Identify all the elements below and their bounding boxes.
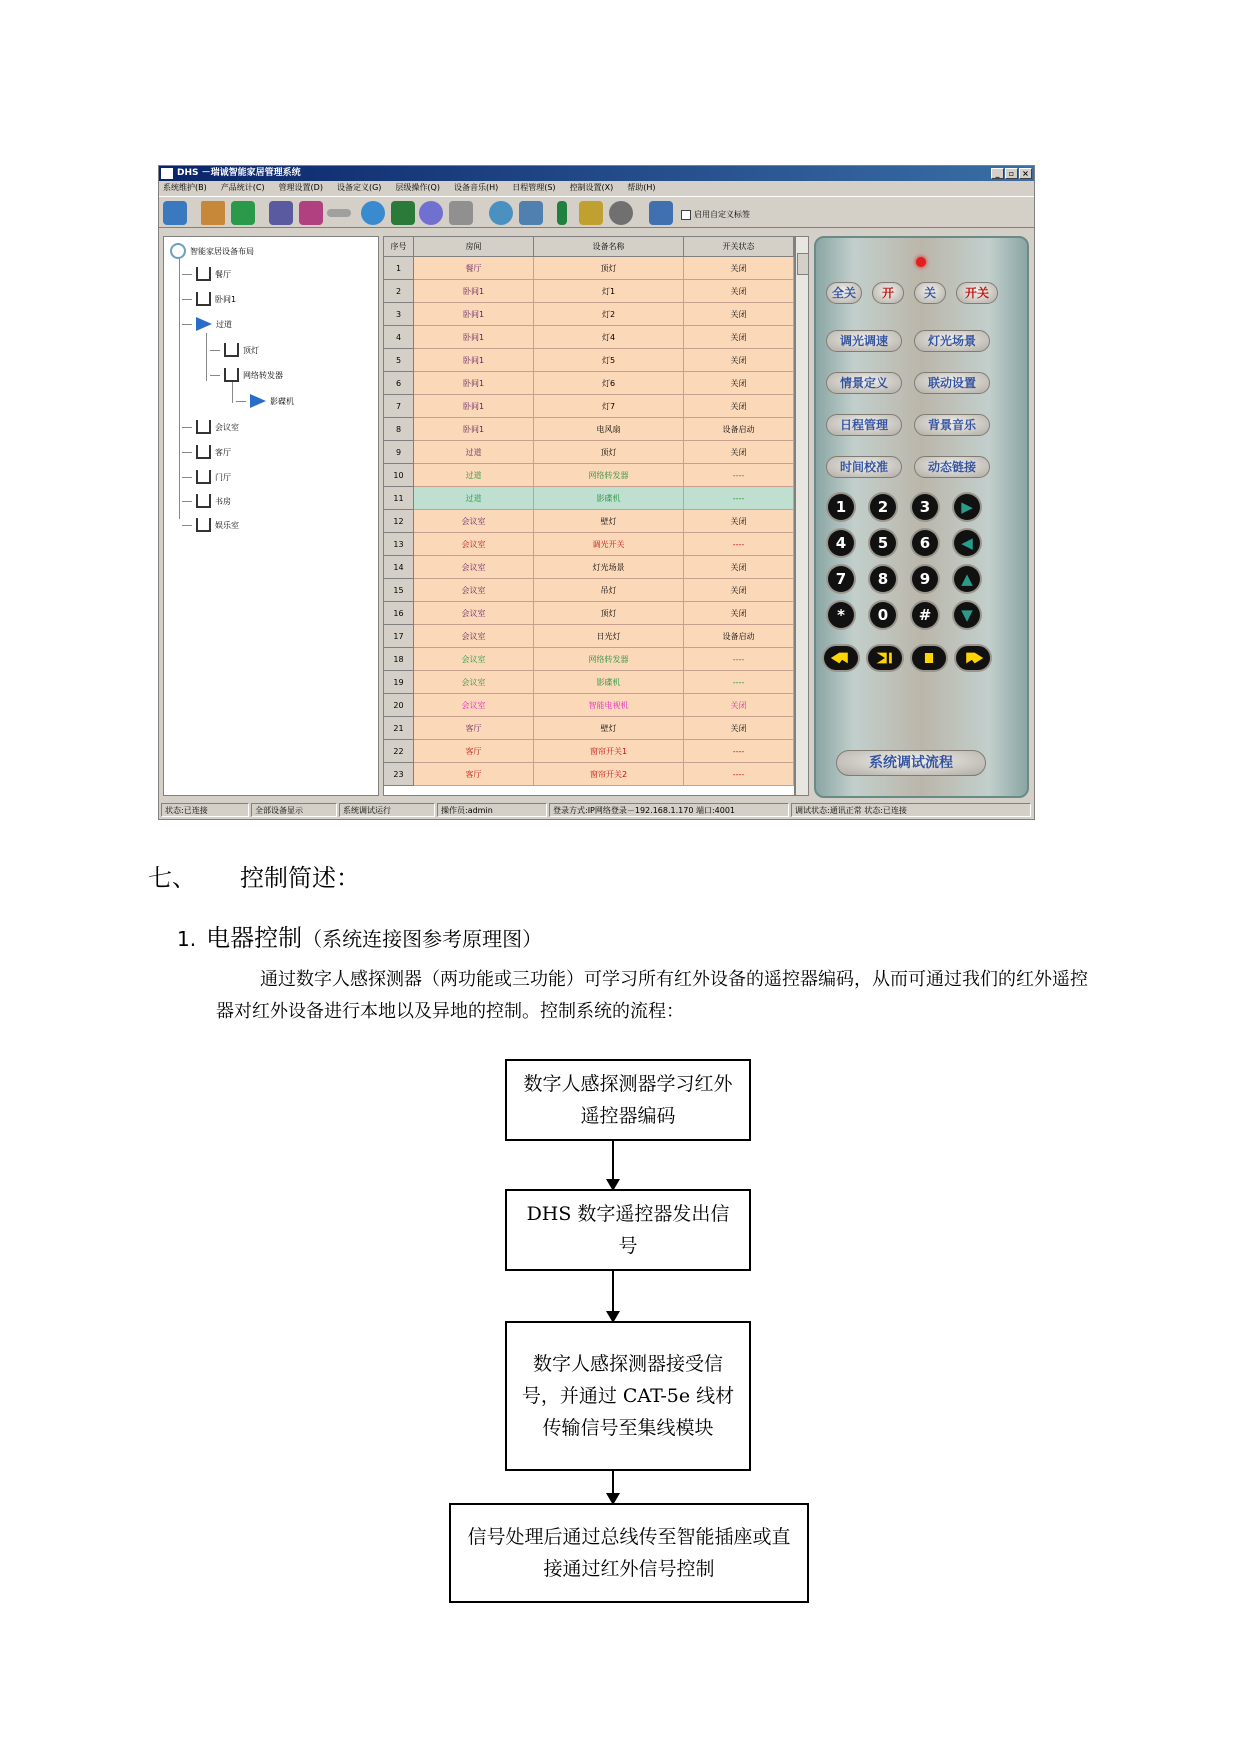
key-7-button[interactable]: 7 <box>828 566 854 592</box>
table-cell: 关闭 <box>684 556 794 579</box>
table-cell: 关闭 <box>684 349 794 372</box>
remote-panel <box>814 236 1029 798</box>
table-cell: 4 <box>384 326 414 349</box>
table-cell: 会议室 <box>414 694 534 717</box>
table-cell: 灯光场景 <box>534 556 684 579</box>
table-cell: 会议室 <box>414 602 534 625</box>
column-header[interactable]: 设备名称 <box>534 237 684 257</box>
table-row[interactable] <box>384 372 794 395</box>
stop-icon[interactable] <box>912 646 946 670</box>
house-icon <box>196 445 211 459</box>
body-paragraph: 通过数字人感探测器（两功能或三功能）可学习所有红外设备的遥控器编码，从而可通过我们的红外遥控器对红外设备进行本地以及异地的控制。控制系统的流程： <box>216 969 1088 1022</box>
right-arrow-button[interactable]: ▶ <box>954 494 980 520</box>
table-row[interactable] <box>384 257 794 280</box>
house-icon <box>196 494 211 508</box>
table-cell: 壁灯 <box>534 717 684 740</box>
table-cell: 灯7 <box>534 395 684 418</box>
table-cell: 关闭 <box>684 441 794 464</box>
checkbox-label: 启用自定义标签 <box>694 210 750 219</box>
table-cell: 卧间1 <box>414 326 534 349</box>
devices-icon[interactable] <box>519 201 543 225</box>
table-cell: 网络转发器 <box>534 464 684 487</box>
key-8-button[interactable]: 8 <box>870 566 896 592</box>
table-cell: 影碟机 <box>534 671 684 694</box>
down-arrow-button[interactable]: ▼ <box>954 602 980 628</box>
table-cell: 14 <box>384 556 414 579</box>
table-cell: 窗帘开关2 <box>534 763 684 786</box>
table-cell: ---- <box>684 464 794 487</box>
window-title: DHS －瑞诚智能家居管理系统 <box>177 168 301 178</box>
table-cell: 1 <box>384 257 414 280</box>
table-cell: 8 <box>384 418 414 441</box>
tools-icon[interactable] <box>579 201 603 225</box>
table-cell: 客厅 <box>414 763 534 786</box>
menu-item[interactable]: 产品统计(C) <box>220 183 265 192</box>
table-row[interactable] <box>384 625 794 648</box>
house-icon <box>196 470 211 484</box>
toolbar <box>159 196 1034 228</box>
table-cell: ---- <box>684 487 794 510</box>
table-cell: 设备启动 <box>684 418 794 441</box>
flow-arrow <box>612 1471 614 1503</box>
scene-define-button[interactable]: 情景定义 <box>826 372 902 394</box>
menu-item[interactable]: 控制设置(X) <box>569 183 614 192</box>
flow-step-3: 数字人感探测器接受信号，并通过 CAT-5e 线材传输信号至集线模块 <box>505 1321 751 1471</box>
menu-item[interactable]: 设备定义(G) <box>336 183 382 192</box>
tree-item[interactable]: 过道 <box>182 317 232 331</box>
house-icon <box>224 343 239 357</box>
table-row[interactable] <box>384 579 794 602</box>
tree-item[interactable]: 会议室 <box>182 420 239 434</box>
table-cell: 灯5 <box>534 349 684 372</box>
table-cell: 关闭 <box>684 579 794 602</box>
table-row[interactable] <box>384 349 794 372</box>
save-icon[interactable] <box>449 201 473 225</box>
house-icon <box>196 420 211 434</box>
key-0-button[interactable]: 0 <box>870 602 896 628</box>
table-cell: ---- <box>684 763 794 786</box>
house-icon <box>196 292 211 306</box>
tree-item[interactable]: 门厅 <box>182 470 231 484</box>
table-cell: ---- <box>684 533 794 556</box>
menu-item[interactable]: 层级操作(Q) <box>395 183 440 192</box>
table-cell: 吊灯 <box>534 579 684 602</box>
table-cell: 顶灯 <box>534 602 684 625</box>
speaker-icon[interactable] <box>609 201 633 225</box>
table-cell: 关闭 <box>684 510 794 533</box>
table-cell: 客厅 <box>414 717 534 740</box>
table-cell: 过道 <box>414 487 534 510</box>
table-cell: 关闭 <box>684 717 794 740</box>
maximize-button[interactable]: ▫ <box>1005 168 1018 179</box>
app-screenshot <box>158 165 1035 820</box>
flow-arrow <box>612 1141 614 1189</box>
house-icon <box>224 368 239 382</box>
scroll-thumb[interactable] <box>797 253 809 275</box>
menu-item[interactable]: 日程管理(S) <box>512 183 556 192</box>
table-row[interactable] <box>384 326 794 349</box>
dynamic-link-button[interactable]: 动态链接 <box>914 456 990 478</box>
house-icon <box>196 267 211 281</box>
dimming-button[interactable]: 调光调速 <box>826 330 902 352</box>
help-icon[interactable] <box>649 201 673 225</box>
status-display: 全部设备显示 <box>251 803 337 817</box>
table-row[interactable] <box>384 717 794 740</box>
all-off-button[interactable]: 全关 <box>826 282 862 304</box>
menu-item[interactable]: 帮助(H) <box>627 183 656 192</box>
tree-item[interactable]: 书房 <box>182 494 231 508</box>
table-row[interactable] <box>384 395 794 418</box>
toggle-button[interactable]: 开关 <box>956 282 998 304</box>
key-icon[interactable] <box>163 201 187 225</box>
tree-item[interactable]: 餐厅 <box>182 267 231 281</box>
table-cell: 会议室 <box>414 671 534 694</box>
remote-icon[interactable] <box>557 201 567 225</box>
table-cell: 关闭 <box>684 326 794 349</box>
grid-scrollbar[interactable] <box>795 236 809 796</box>
up-arrow-button[interactable]: ▲ <box>954 566 980 592</box>
table-cell: 餐厅 <box>414 257 534 280</box>
table-cell: 灯1 <box>534 280 684 303</box>
table-row[interactable] <box>384 487 794 510</box>
table-cell: 21 <box>384 717 414 740</box>
status-debug: 调试状态:通讯正常 状态:已连接 <box>791 803 1031 817</box>
table-cell: 16 <box>384 602 414 625</box>
status-login: 登录方式:IP网络登录－192.168.1.170 端口:4001 <box>549 803 789 817</box>
table-cell: 卧间1 <box>414 349 534 372</box>
tree-icon[interactable] <box>231 201 255 225</box>
table-row[interactable] <box>384 648 794 671</box>
table-cell: ---- <box>684 648 794 671</box>
table-cell: 关闭 <box>684 602 794 625</box>
table-cell: 15 <box>384 579 414 602</box>
time-sync-button[interactable]: 时间校准 <box>826 456 902 478</box>
menu-item[interactable]: 系统维护(B) <box>163 183 207 192</box>
table-cell: 顶灯 <box>534 441 684 464</box>
custom-label-checkbox[interactable] <box>681 209 750 220</box>
key-2-button[interactable]: 2 <box>870 494 896 520</box>
table-cell: 客厅 <box>414 740 534 763</box>
table-cell: 2 <box>384 280 414 303</box>
table-row[interactable] <box>384 510 794 533</box>
table-row[interactable] <box>384 671 794 694</box>
menu-bar <box>159 181 1034 195</box>
linkage-setup-button[interactable]: 联动设置 <box>914 372 990 394</box>
menu-item[interactable]: 管理设置(D) <box>278 183 323 192</box>
table-cell: 19 <box>384 671 414 694</box>
table-row[interactable] <box>384 464 794 487</box>
table-cell: 智能电视机 <box>534 694 684 717</box>
column-header[interactable]: 序号 <box>384 237 414 257</box>
table-row[interactable] <box>384 441 794 464</box>
table-cell: 会议室 <box>414 510 534 533</box>
table-cell: 灯6 <box>534 372 684 395</box>
table-cell: 7 <box>384 395 414 418</box>
table-cell: 灯4 <box>534 326 684 349</box>
table-cell: 关闭 <box>684 280 794 303</box>
table-cell: 18 <box>384 648 414 671</box>
table-cell: 17 <box>384 625 414 648</box>
system-debug-flow-button[interactable]: 系统调试流程 <box>836 750 986 776</box>
left-arrow-button[interactable]: ◀ <box>954 530 980 556</box>
key-1-button[interactable]: 1 <box>828 494 854 520</box>
key-5-button[interactable]: 5 <box>870 530 896 556</box>
table-cell: ---- <box>684 740 794 763</box>
grid-icon[interactable] <box>269 201 293 225</box>
table-cell: 日光灯 <box>534 625 684 648</box>
tree-item[interactable]: 网络转发器 <box>210 368 283 382</box>
table-cell: 过道 <box>414 464 534 487</box>
table-cell: 关闭 <box>684 372 794 395</box>
table-cell: 关闭 <box>684 303 794 326</box>
table-cell: 11 <box>384 487 414 510</box>
table-row[interactable] <box>384 533 794 556</box>
home-icon[interactable] <box>201 201 225 225</box>
table-cell: 卧间1 <box>414 280 534 303</box>
table-cell: 23 <box>384 763 414 786</box>
tree-item[interactable]: 娱乐室 <box>182 518 239 532</box>
subsection-note: （系统连接图参考原理图） <box>302 927 543 951</box>
tree-item[interactable]: 卧间1 <box>182 292 236 306</box>
app-logo-icon <box>161 168 173 179</box>
table-row[interactable] <box>384 602 794 625</box>
arrow-icon <box>250 394 266 408</box>
table-row[interactable] <box>384 763 794 786</box>
table-cell: 过道 <box>414 441 534 464</box>
tree-root[interactable]: 智能家居设备布局 <box>170 243 254 259</box>
menu-item[interactable]: 设备音乐(H) <box>453 183 499 192</box>
table-cell: 5 <box>384 349 414 372</box>
gear-icon[interactable] <box>361 201 385 225</box>
table-cell: 12 <box>384 510 414 533</box>
table-row[interactable] <box>384 740 794 763</box>
table-cell: 卧间1 <box>414 418 534 441</box>
tree-item[interactable]: 影碟机 <box>236 394 294 408</box>
table-cell: 壁灯 <box>534 510 684 533</box>
play-pause-icon[interactable] <box>868 646 902 670</box>
table-cell: 会议室 <box>414 556 534 579</box>
subsection-heading <box>177 918 542 953</box>
key-3-button[interactable]: 3 <box>912 494 938 520</box>
column-header[interactable]: 房间 <box>414 237 534 257</box>
table-cell: 3 <box>384 303 414 326</box>
table-cell: 22 <box>384 740 414 763</box>
flow-arrow <box>612 1271 614 1321</box>
table-cell: 影碟机 <box>534 487 684 510</box>
bg-music-button[interactable]: 背景音乐 <box>914 414 990 436</box>
flow-step-1: 数字人感探测器学习红外遥控器编码 <box>505 1059 751 1141</box>
status-connection: 状态:已连接 <box>161 803 249 817</box>
next-icon[interactable] <box>956 646 990 670</box>
table-cell: 会议室 <box>414 625 534 648</box>
checkbox-box[interactable] <box>681 210 691 220</box>
section-heading <box>148 858 360 893</box>
table-row[interactable] <box>384 303 794 326</box>
plug-icon[interactable] <box>391 201 415 225</box>
table-cell: 9 <box>384 441 414 464</box>
flow-step-4: 信号处理后通过总线传至智能插座或直接通过红外信号控制 <box>449 1503 809 1603</box>
table-cell: 20 <box>384 694 414 717</box>
lighting-scene-button[interactable]: 灯光场景 <box>914 330 990 352</box>
led-indicator <box>916 257 926 267</box>
table-cell: 卧间1 <box>414 303 534 326</box>
table-cell: 调光开关 <box>534 533 684 556</box>
table-cell: 设备启动 <box>684 625 794 648</box>
device-tree <box>163 236 379 796</box>
key-6-button[interactable]: 6 <box>912 530 938 556</box>
section-title: 控制简述： <box>240 864 360 892</box>
flow-step-2: DHS 数字遥控器发出信号 <box>505 1189 751 1271</box>
tree-item[interactable]: 客厅 <box>182 445 231 459</box>
table-cell: 10 <box>384 464 414 487</box>
disc-icon[interactable] <box>419 201 443 225</box>
table-row[interactable] <box>384 418 794 441</box>
table-row[interactable] <box>384 280 794 303</box>
key-star-button[interactable]: * <box>828 602 854 628</box>
minimize-button[interactable]: _ <box>991 168 1004 179</box>
tree-item[interactable]: 顶灯 <box>210 343 259 357</box>
schedule-button[interactable]: 日程管理 <box>826 414 902 436</box>
arrow-icon <box>196 317 212 331</box>
subsection-number: 1. <box>177 927 197 951</box>
close-button[interactable]: × <box>1019 168 1032 179</box>
window-titlebar <box>159 166 1034 181</box>
table-cell: 13 <box>384 533 414 556</box>
grid-header <box>384 237 794 257</box>
table-cell: 6 <box>384 372 414 395</box>
network-icon[interactable] <box>489 201 513 225</box>
column-header[interactable]: 开关状态 <box>684 237 794 257</box>
status-operator: 操作员:admin <box>437 803 547 817</box>
table-cell: 顶灯 <box>534 257 684 280</box>
house-icon <box>196 518 211 532</box>
status-bar <box>159 802 1034 818</box>
table-cell: 关闭 <box>684 395 794 418</box>
table-cell: 会议室 <box>414 533 534 556</box>
table-cell: 会议室 <box>414 648 534 671</box>
table-cell: 窗帘开关1 <box>534 740 684 763</box>
star-icon[interactable] <box>299 201 323 225</box>
section-number: 七、 <box>148 864 196 892</box>
line-icon[interactable] <box>327 209 351 217</box>
on-button[interactable]: 开 <box>872 282 904 304</box>
table-cell: 卧间1 <box>414 372 534 395</box>
device-grid <box>383 236 795 796</box>
table-cell: 卧间1 <box>414 395 534 418</box>
table-row[interactable] <box>384 556 794 579</box>
key-4-button[interactable]: 4 <box>828 530 854 556</box>
root-icon <box>170 243 186 259</box>
previous-icon[interactable] <box>824 646 858 670</box>
table-row[interactable] <box>384 694 794 717</box>
table-cell: 关闭 <box>684 257 794 280</box>
table-cell: 关闭 <box>684 694 794 717</box>
subsection-title: 电器控制 <box>206 924 303 952</box>
table-cell: 灯2 <box>534 303 684 326</box>
key-9-button[interactable]: 9 <box>912 566 938 592</box>
key-hash-button[interactable]: # <box>912 602 938 628</box>
status-mode: 系统调试运行 <box>339 803 435 817</box>
table-cell: 网络转发器 <box>534 648 684 671</box>
table-cell: 电风扇 <box>534 418 684 441</box>
off-button[interactable]: 关 <box>914 282 946 304</box>
table-cell: 会议室 <box>414 579 534 602</box>
table-cell: ---- <box>684 671 794 694</box>
